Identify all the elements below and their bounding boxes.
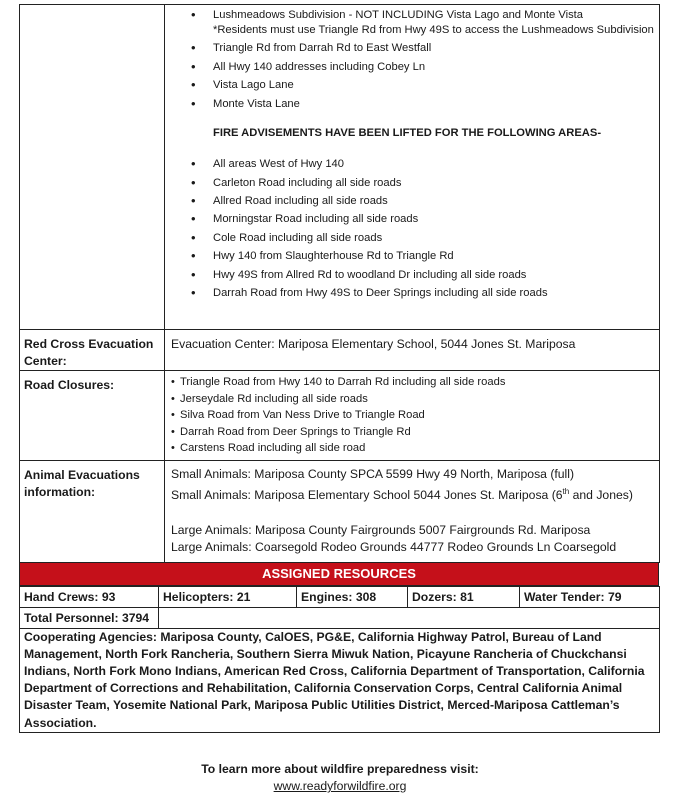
list-item: • Lushmeadows Subdivision - NOT INCLUDING Vista Lago and Monte Vista *Residents must use Triangle Rd from Hwy 49S to access the Lushmeadows Subdivision: [191, 8, 659, 37]
helicopters: Helicopters: 21: [159, 586, 297, 607]
residents-note: *Residents must use Triangle Rd from Hwy 49S to access the Lushmeadows Subdivision: [213, 23, 654, 36]
small-animals-1: Small Animals: Mariposa County SPCA 5599 Hwy 49 North, Mariposa (full): [171, 466, 575, 481]
assigned-resources-banner: ASSIGNED RESOURCES: [19, 563, 659, 586]
list-item: • Monte Vista Lane: [191, 97, 659, 112]
total-personnel: Total Personnel: 3794: [20, 607, 159, 628]
info-table: [19, 4, 660, 563]
wildfire-link[interactable]: www.readyforwildfire.org: [273, 779, 407, 793]
road-closures-cell: [165, 371, 660, 461]
list-item: • All Hwy 140 addresses including Cobey Ln: [191, 60, 659, 75]
red-cross-row: [20, 330, 660, 371]
footer-text: To learn more about wildfire preparedness visit:: [201, 762, 479, 776]
cooperating-agencies: Cooperating Agencies: Mariposa County, CalOES, PG&E, California Highway Patrol, Bureau of Land Management, North Fork Rancheria, Southern Sierra Miwuk Nation, Picayune Rancheria of Chuckchansi Indians, North Fork Mono Indians, American Red Cross, California Department of Transportation, California Department of Corrections and Rehabilitation, California Conservation Corps, Central California Animal Disaster Team, Yosemite National Park, Mariposa Public Utilities District, Merced-Mariposa Cattleman’s Association.: [20, 628, 660, 732]
footer: [0, 761, 680, 795]
water-tender: Water Tender: 79: [520, 586, 660, 607]
list-item: • Silva Road from Van Ness Drive to Triangle Road: [171, 407, 659, 424]
list-item: • Hwy 49S from Allred Rd to woodland Dr including all side roads: [191, 268, 659, 283]
list-item: • Carleton Road including all side roads: [191, 176, 659, 191]
large-animals-1: Large Animals: Mariposa County Fairgrounds 5007 Fairgrounds Rd. Mariposa: [171, 522, 591, 537]
personnel-row: [20, 607, 660, 628]
road-closures-list: [165, 371, 659, 460]
list-item: • Cole Road including all side roads: [191, 231, 659, 246]
fire-area-cell: [165, 5, 660, 330]
area-list: [165, 5, 659, 111]
resources-table: [19, 586, 660, 733]
road-closures-label: Road Closures:: [20, 371, 165, 461]
small-animals-2: Small Animals: Mariposa Elementary School 5044 Jones St. Mariposa (6th and Jones): [171, 487, 633, 503]
fire-area-row: [20, 5, 660, 330]
advisory-heading: FIRE ADVISEMENTS HAVE BEEN LIFTED FOR THE FOLLOWING AREAS-: [213, 127, 602, 140]
large-animals-2: Large Animals: Coarsegold Rodeo Grounds 44777 Rodeo Grounds Ln Coarsegold: [171, 540, 617, 555]
list-item: • Jerseydale Rd including all side roads: [171, 391, 659, 408]
list-item: • Triangle Road from Hwy 140 to Darrah Rd including all side roads: [171, 374, 659, 391]
animal-row: [20, 460, 660, 562]
red-cross-label: Red Cross Evacuation Center:: [20, 330, 165, 371]
document: [19, 4, 659, 733]
hand-crews: Hand Crews: 93: [20, 586, 159, 607]
animal-cell: [165, 460, 660, 562]
list-item: • Carstens Road including all side road: [171, 440, 659, 457]
list-item: • Allred Road including all side roads: [191, 194, 659, 209]
list-item: • Hwy 140 from Slaughterhouse Rd to Triangle Rd: [191, 249, 659, 264]
list-item: • Vista Lago Lane: [191, 78, 659, 93]
list-item: • Morningstar Road including all side roads: [191, 212, 659, 227]
list-item: • Triangle Rd from Darrah Rd to East Westfall: [191, 41, 659, 56]
cooperating-row: [20, 628, 660, 732]
resources-row: [20, 586, 660, 607]
dozers: Dozers: 81: [408, 586, 520, 607]
lifted-list: [165, 157, 659, 301]
road-closures-row: [20, 371, 660, 461]
list-item: • Darrah Road from Hwy 49S to Deer Springs including all side roads: [191, 286, 659, 301]
engines: Engines: 308: [297, 586, 408, 607]
fire-area-label-cell: [20, 5, 165, 330]
animal-label: Animal Evacuations information:: [20, 460, 165, 562]
list-item: • All areas West of Hwy 140: [191, 157, 659, 172]
list-item: • Darrah Road from Deer Springs to Triangle Rd: [171, 424, 659, 441]
red-cross-value: Evacuation Center: Mariposa Elementary School, 5044 Jones St. Mariposa: [165, 330, 660, 371]
